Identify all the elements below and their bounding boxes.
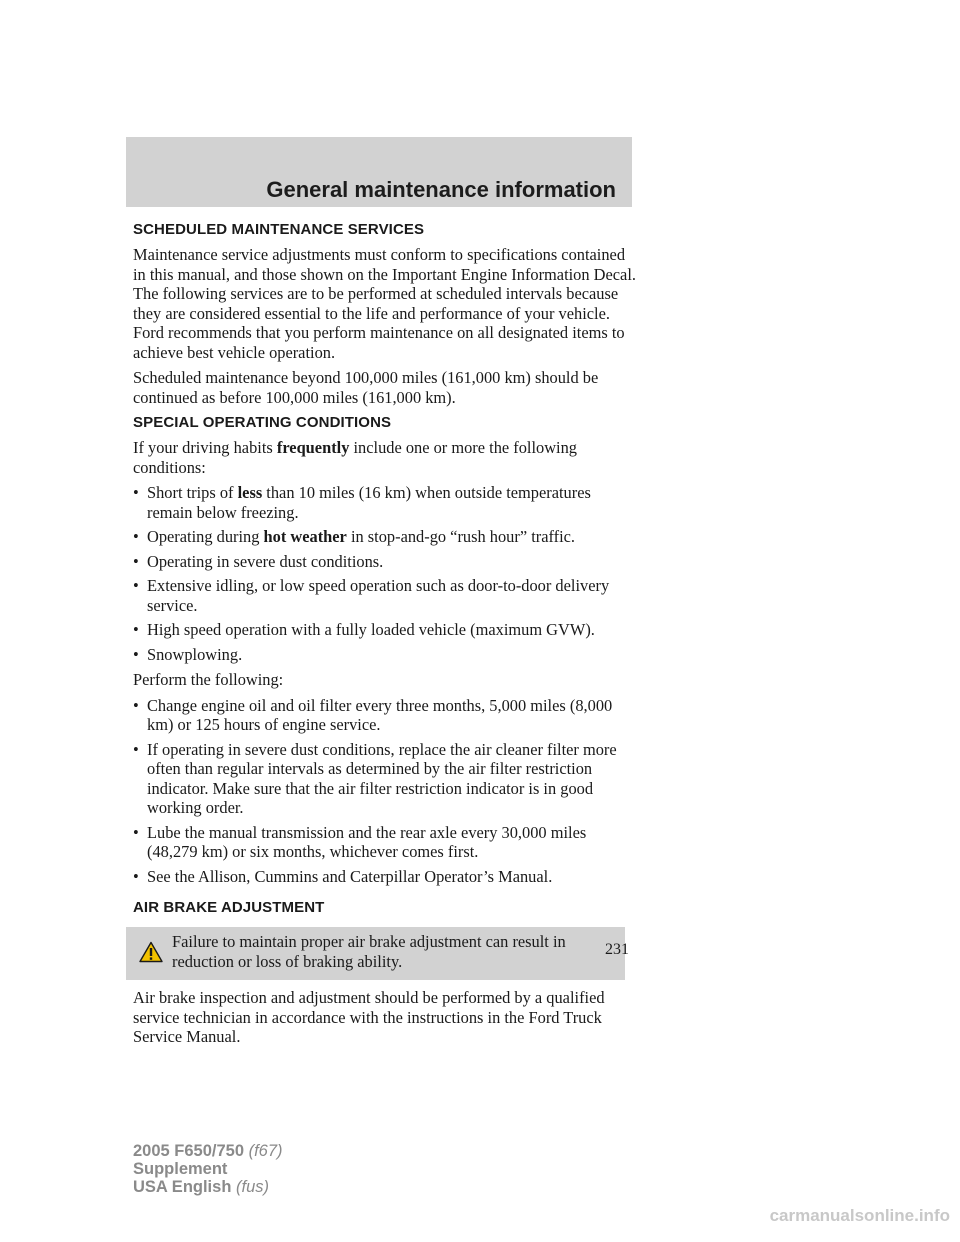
text-run: Extensive idling, or low speed operation such as door-to-door delivery service. — [147, 576, 610, 615]
text-run: If operating in severe dust conditions, replace the air cleaner filter more often than regular intervals as determined by the air filter restriction indicator. Make sure that the air filter restriction indicator is in good working order. — [147, 739, 617, 817]
footer-language: USA English — [133, 1178, 232, 1196]
perform-list — [133, 696, 638, 887]
text-run: Operating in severe dust conditions. — [147, 551, 384, 571]
footer-line: Supplement — [133, 1160, 228, 1178]
bullet-icon: • — [133, 695, 139, 715]
bold-text: hot weather — [263, 527, 347, 546]
list-item — [133, 527, 638, 547]
conditions-list — [133, 483, 638, 664]
paragraph: Air brake inspection and adjustment should be performed by a qualified service technician in accordance with the instructions in the Ford Truck Service Manual. — [133, 988, 605, 1046]
text-run: Change engine oil and oil filter every three months, 5,000 miles (8,000 km) or 125 hours of engine service. — [147, 695, 613, 734]
text-run: include one or more the following conditions: — [133, 438, 577, 477]
bullet-icon: • — [133, 483, 139, 502]
watermark: carmanualsonline.info — [769, 1206, 950, 1225]
list-item — [133, 620, 638, 640]
section-heading-scheduled: SCHEDULED MAINTENANCE SERVICES — [133, 221, 425, 238]
bullet-icon: • — [133, 620, 139, 639]
text-run: than 10 miles (16 km) when outside temperatures remain below freezing. — [147, 483, 591, 522]
header-band — [126, 137, 632, 207]
list-item — [133, 867, 638, 887]
warning-text: Failure to maintain proper air brake adjustment can result in reduction or loss of braking ability. — [172, 932, 566, 971]
bullet-icon: • — [133, 866, 139, 886]
text-run: See the Allison, Cummins and Caterpillar Operator’s Manual. — [147, 866, 553, 886]
list-item — [133, 645, 638, 665]
text-run: If your driving habits — [133, 438, 277, 457]
section-heading-special: SPECIAL OPERATING CONDITIONS — [133, 414, 392, 431]
text-run: Operating during — [147, 527, 264, 546]
bullet-icon: • — [133, 644, 139, 664]
page-content — [133, 220, 638, 1053]
paragraph: Maintenance service adjustments must conform to specifications contained in this manual, and those shown on the Important Engine Information Decal. The following services are to be performed at scheduled intervals because they are considered essential to the life and performance of your vehicle. Ford recommends that you perform maintenance on all designated items to achieve best vehicle operation. — [133, 245, 636, 362]
bullet-icon: • — [133, 822, 139, 842]
section-heading-airbrake: AIR BRAKE ADJUSTMENT — [133, 899, 325, 916]
footer-line — [133, 1178, 283, 1196]
list-item — [133, 483, 638, 522]
footer-code: (fus) — [231, 1178, 269, 1196]
paragraph: Scheduled maintenance beyond 100,000 miles (161,000 km) should be continued as before 100,000 miles (161,000 km). — [133, 368, 599, 407]
warning-box — [126, 927, 625, 980]
bullet-icon: • — [133, 739, 139, 759]
text-run: High speed operation with a fully loaded vehicle (maximum GVW). — [147, 620, 595, 639]
page-number: 231 — [605, 941, 629, 958]
bullet-icon: • — [133, 576, 139, 595]
list-item — [133, 576, 638, 615]
text-run: in stop-and-go “rush hour” traffic. — [346, 527, 576, 546]
text-run: Snowplowing. — [147, 644, 243, 664]
text-run: Short trips of — [147, 483, 238, 502]
list-item — [133, 552, 638, 572]
bullet-icon: • — [133, 551, 139, 571]
footer-edition — [133, 1142, 283, 1196]
paragraph: Perform the following: — [133, 670, 284, 689]
footer-model: 2005 F650/750 — [133, 1142, 245, 1160]
paragraph-intro — [133, 438, 638, 477]
list-item — [133, 823, 638, 862]
list-item — [133, 696, 638, 735]
warning-icon — [139, 941, 163, 963]
list-item — [133, 740, 638, 818]
footer-code: (f67) — [244, 1142, 283, 1160]
bold-text: frequently — [276, 438, 350, 457]
page-title: General maintenance information — [266, 177, 616, 202]
footer-line — [133, 1142, 283, 1160]
bullet-icon: • — [133, 527, 139, 546]
text-run: Lube the manual transmission and the rear axle every 30,000 miles (48,279 km) or six months, whichever comes first. — [147, 822, 587, 861]
bold-text: less — [237, 483, 263, 502]
